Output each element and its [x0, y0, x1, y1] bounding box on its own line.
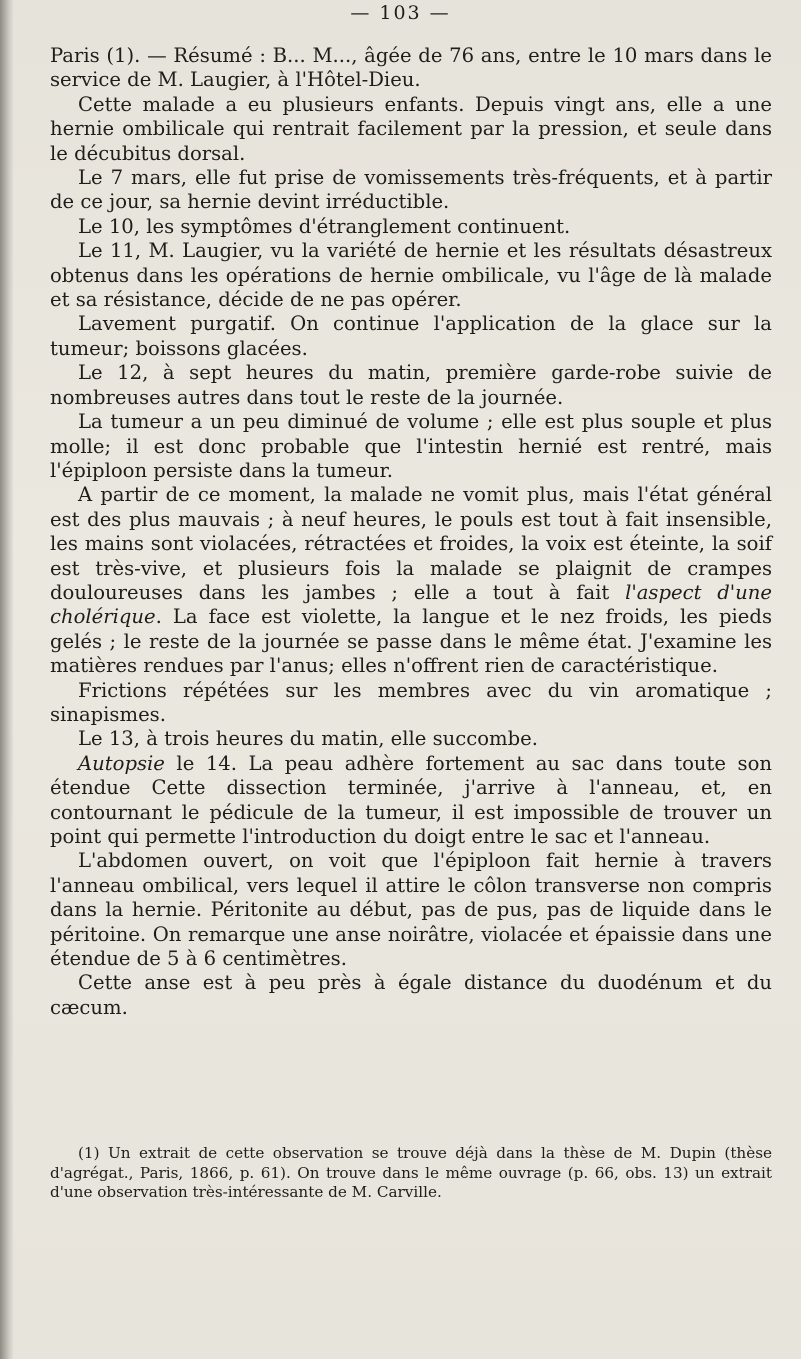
paragraph-autopsy: Autopsie le 14. La peau adhère fortement au sac dans toute son étendue Cette dissection terminée, j'arrive à l'anneau, et, en contournant le pédicule de la tumeur, il est impossible de trouver un point qui permette l'introduction du doigt entre le sac et l'anneau.	[50, 751, 772, 848]
italic-phrase: Autopsie	[78, 751, 165, 775]
paragraph-treatment: Lavement purgatif. On continue l'application de la glace sur la tumeur; boissons glacées.	[50, 312, 772, 360]
paragraph-march-11: Le 11, M. Laugier, vu la variété de hernie et les résultats désastreux obtenus dans les opérations de hernie ombilicale, vu l'âge de là malade et sa résistance, décide de ne pas opérer.	[50, 239, 772, 312]
paragraph-tumor: La tumeur a un peu diminué de volume ; elle est plus souple et plus molle; il est donc probable que l'intestin hernié est rentré, mais l'épiploon persiste dans la tumeur.	[50, 410, 772, 482]
paragraph-general-state: A partir de ce moment, la malade ne vomit plus, mais l'état général est des plus mauvais ; à neuf heures, le pouls est tout à fait insensible, les mains sont violacées, rétractées et froides, la voix est éteinte, la soif est très-vive, et plusieurs fois la malade se plaignit de crampes douloureuses dans les jambes ; elle a tout à fait l'aspect d'une cholérique. La face est violette, la langue et le nez froids, les pieds gelés ; le reste de la journée se passe dans le même état. J'examine les matières rendues par l'anus; elles n'offrent rien de caractéristique.	[50, 483, 773, 678]
footnote-text: (1) Un extrait de cette observation se trouve déjà dans la thèse de M. Dupin (thèse d'agrégat., Paris, 1866, p. 61). On trouve dans le même ouvrage (p. 66, obs. 13) un extrait d'une observation très-intéressante de M. Carville.	[50, 1144, 772, 1201]
page-number: — 103 —	[350, 2, 451, 24]
paragraph-loop: Cette anse est à peu près à égale distance du duodénum et du cæcum.	[50, 971, 772, 1019]
paragraph-frictions: Frictions répétées sur les membres avec du vin aromatique ; sinapismes.	[50, 678, 772, 726]
paragraph-march-7: Le 7 mars, elle fut prise de vomissements très-fréquents, et à partir de ce jour, sa hernie devint irréductible.	[50, 166, 772, 214]
paragraph-march-10: Le 10, les symptômes d'étranglement continuent.	[78, 214, 571, 238]
binding-shadow	[0, 0, 14, 1359]
paragraph-march-12: Le 12, à sept heures du matin, première garde-robe suivie de nombreuses autres dans tout le reste de la journée.	[50, 361, 772, 409]
footnote	[50, 1144, 772, 1203]
paragraph-summary: Paris (1). — Résumé : B... M..., âgée de 76 ans, entre le 10 mars dans le service de M. Laugier, à l'Hôtel-Dieu.	[50, 44, 772, 92]
italic-phrase: l'aspect d'une cholérique	[50, 580, 773, 629]
body-text	[50, 44, 772, 1020]
paragraph-march-13: Le 13, à trois heures du matin, elle succombe.	[78, 727, 538, 751]
paragraph-abdomen: L'abdomen ouvert, on voit que l'épiploon fait hernie à travers l'anneau ombilical, vers lequel il attire le côlon transverse non compris dans la hernie. Péritonite au début, pas de pus, pas de liquide dans le péritoine. On remarque une anse noirâtre, violacée et épaissie dans une étendue de 5 à 6 centimètres.	[50, 849, 772, 971]
paragraph-history: Cette malade a eu plusieurs enfants. Depuis vingt ans, elle a une hernie ombilicale qui rentrait facilement par la pression, et seule dans le décubitus dorsal.	[50, 92, 772, 165]
